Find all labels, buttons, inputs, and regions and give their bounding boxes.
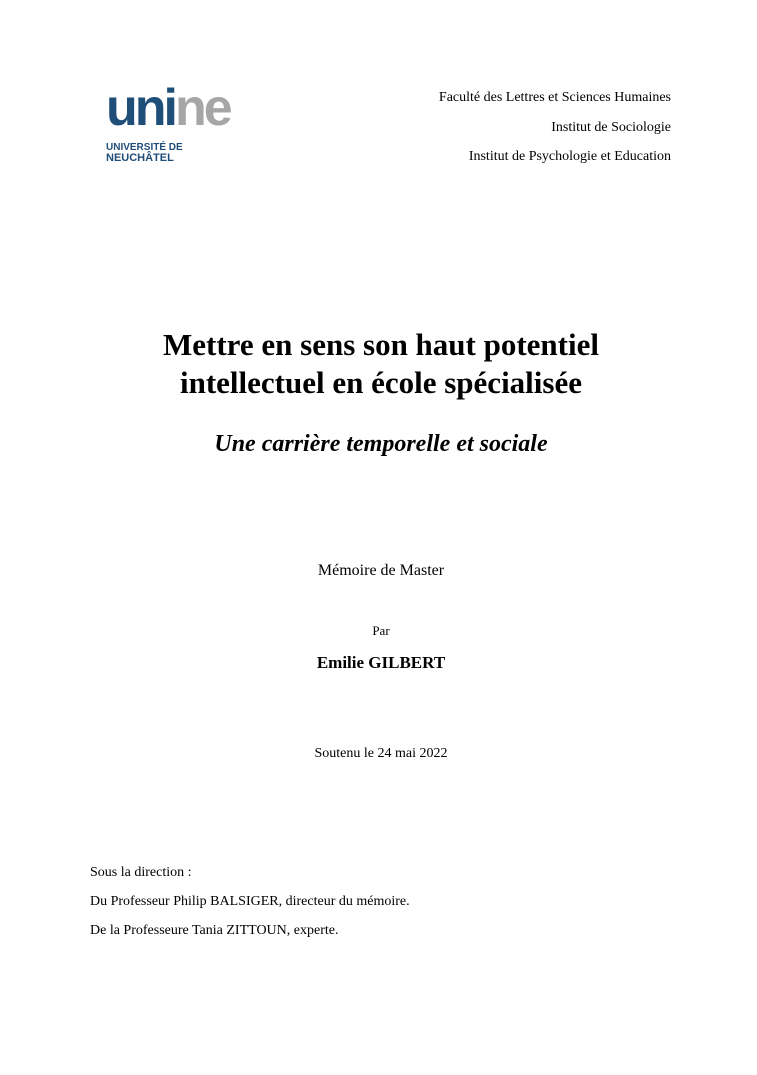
affiliation-faculty: Faculté des Lettres et Sciences Humaines [438,90,671,105]
affiliation-sociology: Institut de Sociologie [551,120,671,135]
defense-date: Soutenu le 24 mai 2022 [314,746,448,761]
direction-heading: Sous la direction : [90,865,192,880]
document-title [0,326,757,402]
logo-wordmark-light: ne [174,79,230,137]
expert-line: De la Professeure Tania ZITTOUN, experte. [90,923,339,938]
document-subtitle: Une carrière temporelle et sociale [214,431,548,457]
title-line2: intellectuel en école spécialisée [179,365,582,400]
by-label: Par [372,623,390,638]
title-line1: Mettre en sens son haut potentiel [163,327,599,362]
logo-subtitle-line1: UNIVERSITÉ DE [106,142,183,153]
university-logo [106,79,236,168]
logo-wordmark-dark: uni [106,79,175,137]
affiliation-psychology: Institut de Psychologie et Education [468,149,671,164]
thesis-type: Mémoire de Master [317,562,445,579]
logo-subtitle-line2: NEUCHÂTEL [106,152,174,164]
author-name: Emilie GILBERT [316,653,446,672]
logo-wordmark [106,79,230,137]
director-line: Du Professeur Philip BALSIGER, directeur du mémoire. [90,894,410,909]
